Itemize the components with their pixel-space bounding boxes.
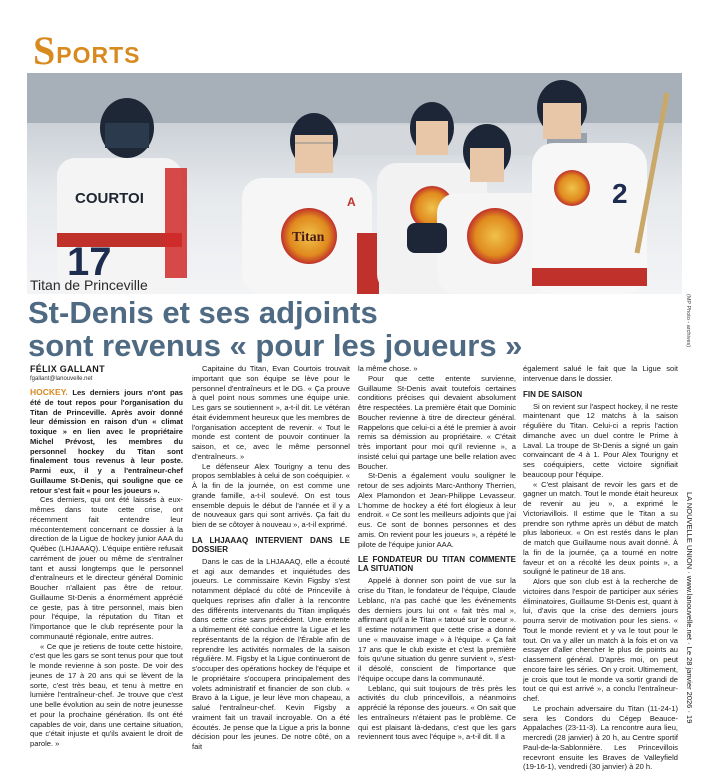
svg-text:17: 17: [67, 240, 112, 284]
hockey-tag: HOCKEY.: [30, 387, 68, 397]
article-paragraph: « C'est plaisant de revoir les gars et de gagner un match. Tout le monde était heureux de revenir au jeu », a exprimé le Victoriavillois. Il estime que le Titan a su prendre son rythme après un début de match plus laborieux. « On est restés dans le plan de match que Guillaume nous avait donné. À la fin de la journée, ça a tourné en notre faveur et on a récolté les deux points », a souligné le patineur de 18 ans.: [523, 479, 678, 577]
article-paragraph: Capitaine du Titan, Evan Courtois trouvait important que son équipe se lève pour le personnel d'entraîneurs et le DG. « Ça prouve à quel point nous sommes une équipe unie. Les gars se soutiennent », a-t-il dit. Le vétéran était évidemment heureux que les membres de l'organisation acceptent de revenir. « Tout le monde est content de pouvoir continuer la saison, et ce, avec le même personnel d'entraîneurs. »: [192, 364, 350, 461]
page-folio: LA NOUVELLE UNION · www.lanouvelle.net · Le 28 janvier 2026 · 19: [685, 492, 694, 724]
article-kicker: Titan de Princeville: [30, 277, 148, 293]
article-paragraph: Leblanc, qui suit toujours de très près les activités du club princevillois, a néanmoins apprécié la réponse des joueurs. « On sait que les entraîneurs n'étaient pas le problème. Ce qui est plaisant là-dedans, c'est que les gars reviennent tous avec l'équipe », a-t-il dit. Il a: [358, 683, 516, 742]
svg-text:A: A: [347, 195, 356, 209]
article-headline: [28, 296, 678, 362]
byline-author: FÉLIX GALLANT: [30, 364, 105, 374]
article-paragraph: également salué le fait que la Ligue soit intervenue dans le dossier.: [523, 364, 678, 383]
article-column-2: [192, 364, 350, 752]
section-header: [33, 28, 141, 73]
byline-email[interactable]: fgallant@lanouvelle.net: [30, 376, 93, 382]
article-paragraph: Ces derniers, qui ont été laissés à eux-mêmes dans toute cette crise, ont récemment fait entendre leur mécontentement concernant ce dossier à la direction de la Ligue de hockey junior AAA du Québec (LHJAAAQ). L'équipe entière refusait carrément de jouer ou même de s'entraîner tant et aussi longtemps que le personnel d'entraîneurs et le directeur général Dominic Boucher n'allaient pas être de retour. Guillaume St-Denis a énormément apprécié ce geste, pas à titre personnel, mais bien pour l'équipe, la réputation du Titan et l'importance que le club représente pour la communauté régionale, entre autres.: [30, 495, 183, 641]
subheading-fin-de-saison: FIN DE SAISON: [523, 389, 583, 399]
article-column-3: [358, 364, 516, 742]
article-paragraph: « Ce que je retiens de toute cette histoire, c'est que les gars se sont tenus pour que tout le monde revienne à son poste. De voir des jeunes de 17 à 20 ans qui se lèvent de la sorte, c'est très beau, et tenu à mettre en lumière l'entraîneur-chef. Je trouve que c'est une belle évolution au sein de notre jeunesse et pour la prochaine génération. Ils ont été capables de voir, dans une certaine situation, que c'était injuste et qu'ils avaient le droit de parole. »: [30, 641, 183, 748]
subheading-fondateur: LE FONDATEUR DU TITAN COMMENTE LA SITUATION: [358, 555, 516, 574]
article-paragraph: Le prochain adversaire du Titan (11-24-1) sera les Condors du Cégep Beauce-Appalaches (23-11-3). La rencontre aura lieu, mercredi (28 janvier) à 20 h, au Centre sportif Paul-de-la-Sablonnière. Les Princevillois recevront ensuite les Braves de Valleyfield (19-16-1), vendredi (30 janvier) à 20 h.: [523, 703, 678, 772]
article-column-1: [30, 388, 183, 749]
photo-credit: (MP Photo - archives): [685, 294, 691, 348]
article-paragraph: la même chose. »: [358, 364, 418, 373]
article-paragraph: Le défenseur Alex Tourigny a tenu des propos semblables à celui de son coéquipier. « À la fin de la journée, on est comme une grande famille, a-t-il soulevé. On est tous ensemble depuis le début de l'année et il y a de nouveaux gars qui sont arrivés. Ça fait du bien de se côtoyer à nouveau », a-t-il exprimé.: [192, 461, 350, 529]
article-column-4: [523, 364, 678, 772]
article-paragraph: Dans le cas de la LHJAAAQ, elle a écouté et agi aux demandes et inquiétudes des joueurs. Le commissaire Kevin Figsby s'est notamment déplacé du côté de Princeville à quelques reprises afin d'aller à la rencontre des différents intervenants du Titan impliqués dans cette crise sans précédent. Une entente a ultimement été conclue entre la Ligue et les représentants de la région de l'Érable afin de reprendre les activités normales de la saison régulière. M. Figsby et la Ligue continueront de s'occuper des opérations hockey de l'équipe et le propriétaire s'occupera principalement des volets administratif et financier de son club. « Bravo à la Ligue, je leur lève mon chapeau, a salué l'entraîneur-chef. Kevin Figsby a vraiment fait un travail incroyable. On a été écoutés. Je pense que la Ligue a pris la bonne décision pour les jeunes. De notre côté, on a fait: [192, 556, 350, 751]
headline-line-1: St-Denis et ses adjoints: [28, 295, 378, 330]
svg-text:COURTOI: COURTOI: [75, 190, 144, 207]
hockey-team-photo: [27, 73, 682, 294]
headline-line-2: sont revenus « pour les joueurs »: [28, 328, 523, 363]
article-paragraph: Pour que cette entente survienne, Guillaume St-Denis avait toutefois certaines conditions précises qui devaient absolument être respectées. La première était que Dominic Boucher revienne à titre de directeur général. Rappelons que celui-ci a été le premier à avoir remis sa démission au propriétaire. « C'était très important pour moi qu'il revienne », a insisté celui qui partage une belle relation avec Boucher.: [358, 373, 516, 471]
article-paragraph: Alors que son club est à la recherche de victoires dans l'espoir de participer aux séries éliminatoires, Guillaume St-Denis est, quant à lui, d'avis que la crise des derniers jours pourra servir de motivation pour les siens. « Tout le monde revient et y va le tout pour le tout. On va y aller un match à la fois et on va essayer d'aller chercher le plus de points au classement général. D'après moi, on peut encore faire les séries. On y croit. Ultimement, je crois que tout le monde va sortir grandi de tout ce qui est arrivé », a conclu l'entraîneur-chef.: [523, 577, 678, 703]
section-title: PORTS: [56, 42, 141, 68]
article-paragraph: St-Denis a également voulu souligner le retour de ses adjoints Marc-Anthony Therrien, Alex Plamondon et Jean-Philippe Levasseur. L'homme de hockey a été fort élogieux à leur endroit. « Ce sont les meilleurs adjoints que j'ai eus. Ce sont de bonnes personnes et des amis. On revient pour les joueurs », a répété le pilote de l'équipe junior AAA.: [358, 471, 516, 549]
article-paragraph: Appelé à donner son point de vue sur la crise du Titan, le fondateur de l'équipe, Claude Leblanc, n'a pas caché que les événements des derniers jours lui ont « fait très mal », affirmant qu'il a le Titan « tatoué sur le coeur ». Il estime notamment que cette crise a donné une « mauvaise image » à l'équipe. « Ça fait 17 ans que le club existe et c'est la première fois qu'une situation du genre survient », s'est-il désolé, conscient de l'importance que l'équipe occupe dans la communauté.: [358, 576, 516, 683]
svg-text:Titan: Titan: [292, 230, 325, 245]
article-paragraph: Si on revient sur l'aspect hockey, il ne reste maintenant que 12 matchs à la saison régulière du Titan. Celui-ci a repris l'action dimanche avec un duel contre le Prime à Laval. La troupe de St-Denis a signé un gain convaincant de 4 à 1. Pour Alex Tourigny et ses coéquipiers, cette victoire signifiait beaucoup pour l'équipe.: [523, 401, 678, 479]
article-lede: HOCKEY. Les derniers jours n'ont pas été de tout repos pour l'organisation du Titan de Princeville. Après avoir donné leur démission en raison d'un « climat toxique » en lien avec le propriétaire Michel Prévost, les membres du personnel hockey du Titan sont finalement tous revenus à leur poste. Parmi eux, il y a l'entraîneur-chef Guillaume St-Denis, qui souligne que ce retour s'est fait « pour les joueurs ».: [30, 387, 183, 495]
subheading-lhjaaaq: LA LHJAAAQ INTERVIENT DANS LE DOSSIER: [192, 535, 350, 554]
svg-text:2: 2: [612, 178, 628, 209]
section-initial: S: [33, 28, 56, 73]
